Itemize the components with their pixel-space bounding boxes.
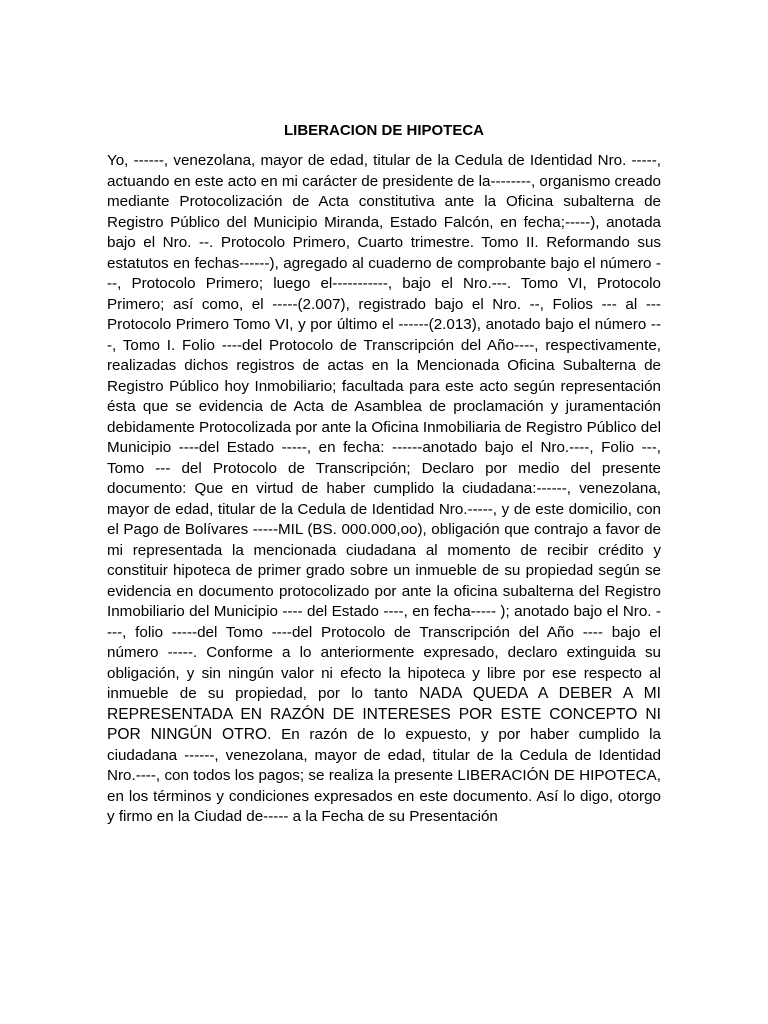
body-text-emphasis: NADA QUEDA A DEBER A MI REPRESENTADA EN RAZÓN DE INTERESES POR ESTE CONCEPTO NI POR NINGÚN OTRO (107, 685, 661, 743)
document-title: LIBERACION DE HIPOTECA (283, 122, 484, 139)
body-text-part-1: Yo, ------, venezolana, mayor de edad, titular de la Cedula de Identidad Nro. -----, actuando en este acto en mi carácter de presidente de la--------, organismo creado mediante Protocolización de Acta constitutiva ante la Oficina subalterna de Registro Público del Municipio Miranda, Estado Falcón, en fecha;-----), anotada bajo el Nro. --. Protocolo Primero, Cuarto trimestre. Tomo II. Reformando sus estatutos en fechas------), agregado al cuaderno de comprobante bajo el número ---, Protocolo Primero; luego el-----------, bajo el Nro.---. Tomo VI, Protocolo Primero; así como, el -----(2.007), registrado bajo el Nro. --, Folios --- al --- Protocolo Primero Tomo VI, y por último el ------(2.013), anotado bajo el número ---, Tomo I. Folio ----del Protocolo de Transcripción del Año----, respectivamente, realizadas dichos registros de actas en la Mencionada Oficina Subalterna de Registro Público hoy Inmobiliario; facultada para este acto según representación ésta que se evidencia de Acta de Asamblea de proclamación y juramentación debidamente Protocolizada por ante la Oficina Inmobiliaria de Registro Público del Municipio ----del Estado -----, en fecha: ------anotado bajo el Nro.----, Folio ---, Tomo --- del Protocolo de Transcripción; Declaro por medio del presente documento: Que en virtud de haber cumplido la ciudadana:------, venezolana, mayor de edad, titular de la Cedula de Identidad Nro.-----, y de este domicilio, con el Pago de Bolívares -----MIL (BS. 000.000,oo), obligación que contrajo a favor de mi representada la mencionada ciudadana al momento de recibir crédito y constituir hipoteca de primer grado sobre un inmueble de su propiedad según se evidencia en documento protocolizado por ante la oficina subalterna del Registro Inmobiliario del Municipio ---- del Estado ----, en fecha----- ); anotado bajo el Nro. ----, folio -----del Tomo ----del Protocolo de Transcripción del Año ---- bajo el número -----. Conforme a lo anteriormente expresado, declaro extinguida su obligación, y sin ningún valor ni efecto la hipoteca y libre por ese respecto al inmueble de su propiedad, por lo tanto (107, 152, 661, 702)
document-body (107, 151, 661, 828)
body-text-part-2: . En razón de lo expuesto, y por haber cumplido la ciudadana ------, venezolana, mayor de edad, titular de la Cedula de Identidad Nro.----, con todos los pagos; se realiza la presente LIBERACIÓN DE HIPOTECA, en los términos y condiciones expresados en este documento. Así lo digo, otorgo y firmo en la Ciudad de----- a la Fecha de su Presentación (107, 726, 662, 825)
